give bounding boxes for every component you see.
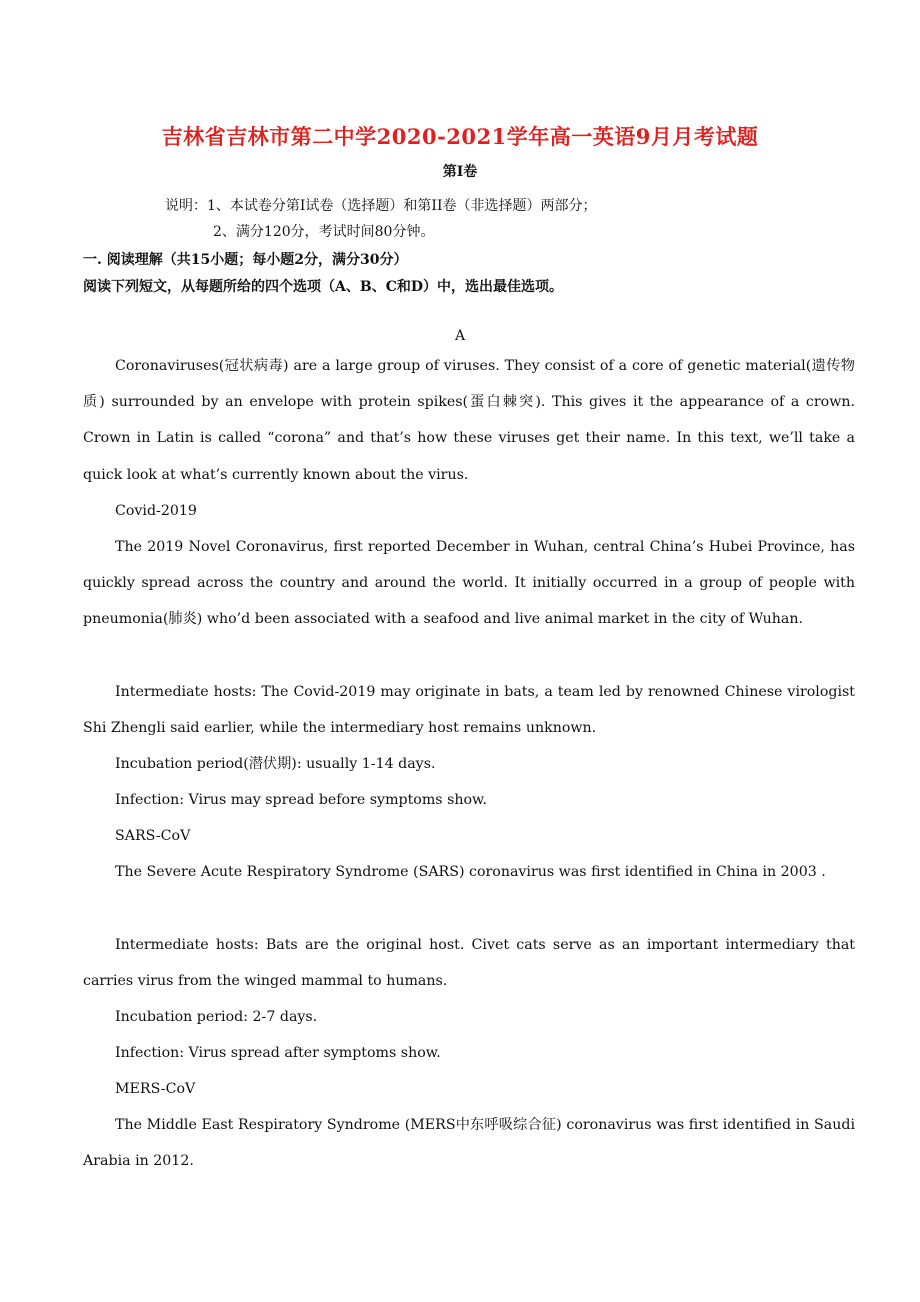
- passage-paragraph: Infection: Virus spread after symptoms show.: [115, 1045, 441, 1061]
- passage-subheading: SARS-CoV: [115, 828, 191, 844]
- passage-paragraph: The Middle East Respiratory Syndrome (MERS中东呼吸综合征) coronavirus was first identified in Saudi Arabia in 2012.: [83, 1117, 855, 1170]
- passage-paragraph: Coronaviruses(冠状病毒) are a large group of viruses. They consist of a core of genetic material(遗传物质) surrounded by an envelope with protein spikes(蛋白棘突). This gives it the appearance of a crown. Crown in Latin is called “corona” and that’s how these viruses get their name. In this text, we’ll take a quick look at what’s currently known about the virus.: [83, 358, 855, 483]
- passage-paragraph: Incubation period: 2-7 days.: [115, 1009, 318, 1025]
- passage-paragraph: Infection: Virus may spread before symptoms show.: [115, 792, 488, 808]
- exam-note-line-1: 说明：1、本试卷分第Ⅰ试卷（选择题）和第II卷（非选择题）两部分；: [165, 198, 597, 214]
- section-instruction: 阅读下列短文，从每题所给的四个选项（A、B、C和D）中，选出最佳选项。: [83, 279, 563, 295]
- passage-paragraph: Intermediate hosts: Bats are the original host. Civet cats serve as an important intermediary that carries virus from the winged mammal to humans.: [83, 937, 855, 990]
- passage-paragraph: The 2019 Novel Coronavirus, first reported December in Wuhan, central China’s Hubei Province, has quickly spread across the country and around the world. It initially occurred in a group of people with pneumonia(肺炎) who’d been associated with a seafood and live animal market in the city of Wuhan.: [83, 539, 855, 628]
- passage-subheading: MERS-CoV: [115, 1081, 196, 1097]
- passage-paragraph: Incubation period(潜伏期): usually 1-14 days.: [115, 756, 436, 772]
- passage-label: A: [454, 328, 466, 344]
- passage-subheading: Covid-2019: [115, 503, 197, 519]
- exam-note-line-2: 2、满分120分，考试时间80分钟。: [213, 224, 435, 240]
- document-title: 吉林省吉林市第二中学2020-2021学年高一英语9月月考试题: [161, 124, 759, 149]
- volume-title: 第Ⅰ卷: [442, 164, 478, 180]
- section-heading: 一. 阅读理解（共15小题；每小题2分，满分30分）: [83, 252, 408, 268]
- passage-paragraph: The Severe Acute Respiratory Syndrome (SARS) coronavirus was first identified in China in 2003 .: [115, 864, 826, 880]
- passage-paragraph: Intermediate hosts: The Covid-2019 may originate in bats, a team led by renowned Chinese virologist Shi Zhengli said earlier, while the intermediary host remains unknown.: [83, 684, 855, 737]
